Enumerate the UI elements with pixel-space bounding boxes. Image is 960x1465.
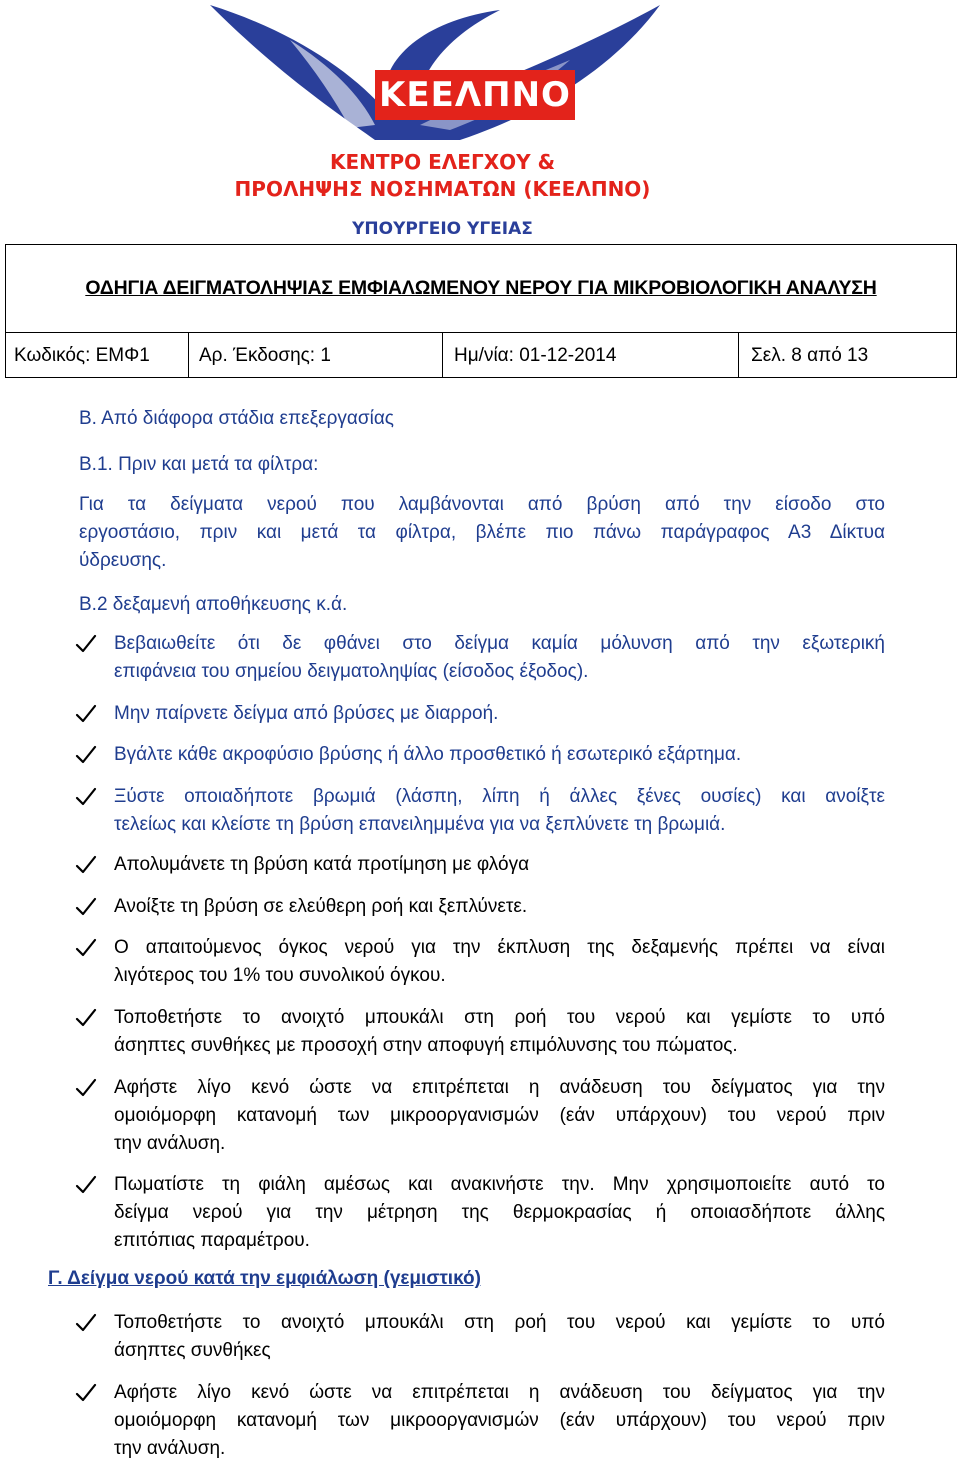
list-item [114,1171,885,1255]
list-item-line: την ανάλυση. [114,1133,226,1154]
paragraph-line: ύδρευσης. [79,550,167,571]
list-item-line: Ξύστε οποιαδήποτε βρωμιά (λάσπη, λίπη ή άλλες ξένες ουσίες) και ανοίξτε [114,786,885,807]
list-item-line: Αφήστε λίγο κενό ώστε να επιτρέπεται η ανάδευση του δείγματος για την [114,1077,885,1098]
checkmark-icon [75,633,97,655]
list-item-line: Τοποθετήστε το ανοιχτό μπουκάλι στη ροή του νερού και γεμίστε το υπό [114,1312,885,1333]
list-item-line: Μην παίρνετε δείγμα από βρύσες με διαρροή. [114,703,499,724]
checkmark-icon [75,1077,97,1099]
checkmark-icon [75,937,97,959]
list-item-line: άσηπτες συνθήκες [114,1340,271,1361]
list-item [114,1004,885,1060]
list-item [114,934,885,990]
checkmark-icon [75,786,97,808]
list-item-line: Απολυμάνετε τη βρύση κατά προτίμηση με φλόγα [114,854,530,875]
checkmark-icon [75,896,97,918]
list-item-line: την ανάλυση. [114,1438,226,1459]
list-item [114,783,885,839]
org-full-line2: ΠΡΟΛΗΨΗΣ ΝΟΣΗΜΑΤΩΝ (ΚΕΕΛΠΝΟ) [234,177,651,201]
list-item-line: επιτόπιας παραμέτρου. [114,1230,310,1251]
list-item-line: Βεβαιωθείτε ότι δε φθάνει στο δείγμα καμία μόλυνση από την εξωτερική [114,633,885,654]
list-item [114,630,885,686]
list-item [114,741,885,769]
org-short-name: ΚΕΕΛΠΝΟ [379,75,571,115]
list-item-line: τελείως και κλείστε τη βρύση επανειλημμένα για να ξεπλύνετε τη βρωμιά. [114,814,726,835]
ministry-name: ΥΠΟΥΡΓΕΙΟ ΥΓΕΙΑΣ [352,219,533,239]
edition-number: Αρ. Έκδοσης: 1 [189,333,443,378]
paragraph-line: Για τα δείγματα νερού που λαμβάνονται από βρύση από την είσοδο στο [79,494,885,515]
list-item [114,851,885,879]
list-item-line: Βγάλτε κάθε ακροφύσιο βρύσης ή άλλο προσθετικό ή εσωτερικό εξάρτημα. [114,744,742,765]
list-item [114,700,885,728]
document-date: Ημ/νία: 01-12-2014 [443,333,739,378]
document-code: Κωδικός: ΕΜΦ1 [6,333,189,378]
section-g-heading: Γ. Δείγμα νερού κατά την εμφιάλωση (γεμιστικό) [48,1268,481,1289]
list-item [114,1309,885,1365]
paragraph-line: εργοστάσιο, πριν και μετά τα φίλτρα, βλέπε πιο πάνω παράγραφος Α3 Δίκτυα [79,522,885,543]
section-b-heading: Β. Από διάφορα στάδια επεξεργασίας [79,408,394,429]
list-item-line: επιφάνεια του σημείου δειγματοληψίας (είσοδος έξοδος). [114,661,589,682]
list-item [114,893,885,921]
document-title: ΟΔΗΓΙΑ ΔΕΙΓΜΑΤΟΛΗΨΙΑΣ ΕΜΦΙΑΛΩΜΕΝΟΥ ΝΕΡΟΥ ΓΙΑ ΜΙΚΡΟΒΙΟΛΟΓΙΚΗ ΑΝΑΛΥΣΗ [85,277,877,299]
list-item-line: Αφήστε λίγο κενό ώστε να επιτρέπεται η ανάδευση του δείγματος για την [114,1382,885,1403]
checkmark-icon [75,744,97,766]
section-b1-heading: Β.1. Πριν και μετά τα φίλτρα: [79,454,319,475]
list-item [114,1379,885,1463]
checkmark-icon [75,1312,97,1334]
checkmark-icon [75,854,97,876]
list-item-line: δείγμα νερού για την μέτρηση της θερμοκρασίας ή οποιασδήποτε άλλης [114,1202,885,1223]
checkmark-icon [75,703,97,725]
list-item-line: λιγότερος του 1% του συνολικού όγκου. [114,965,446,986]
list-item-line: Ο απαιτούμενος όγκος νερού για την έκπλυση της δεξαμενής πρέπει να είναι [114,937,885,958]
checkmark-icon [75,1174,97,1196]
list-item-line: Πωματίστε τη φιάλη αμέσως και ανακινήστε την. Μην χρησιμοποιείτε αυτό το [114,1174,885,1195]
checkmark-icon [75,1382,97,1404]
list-item-line: ομοιόμορφη κατανομή των μικροοργανισμών (εάν υπάρχουν) του νερού πριν [114,1410,885,1431]
checkmark-icon [75,1007,97,1029]
section-b2-heading: Β.2 δεξαμενή αποθήκευσης κ.ά. [79,594,348,615]
list-item-line: άσηπτες συνθήκες με προσοχή στην αποφυγή επιμόλυνσης του πώματος. [114,1035,738,1056]
list-item-line: Τοποθετήστε το ανοιχτό μπουκάλι στη ροή του νερού και γεμίστε το υπό [114,1007,885,1028]
org-full-line1: ΚΕΝΤΡΟ ΕΛΕΓΧΟΥ & [329,150,556,174]
section-b1-paragraph [79,491,885,575]
list-item [114,1074,885,1158]
list-item-line: Ανοίξτε τη βρύση σε ελεύθερη ροή και ξεπλύνετε. [114,896,528,917]
page-number: Σελ. 8 από 13 [751,344,869,366]
list-item-line: ομοιόμορφη κατανομή των μικροοργανισμών (εάν υπάρχουν) του νερού πριν [114,1105,885,1126]
